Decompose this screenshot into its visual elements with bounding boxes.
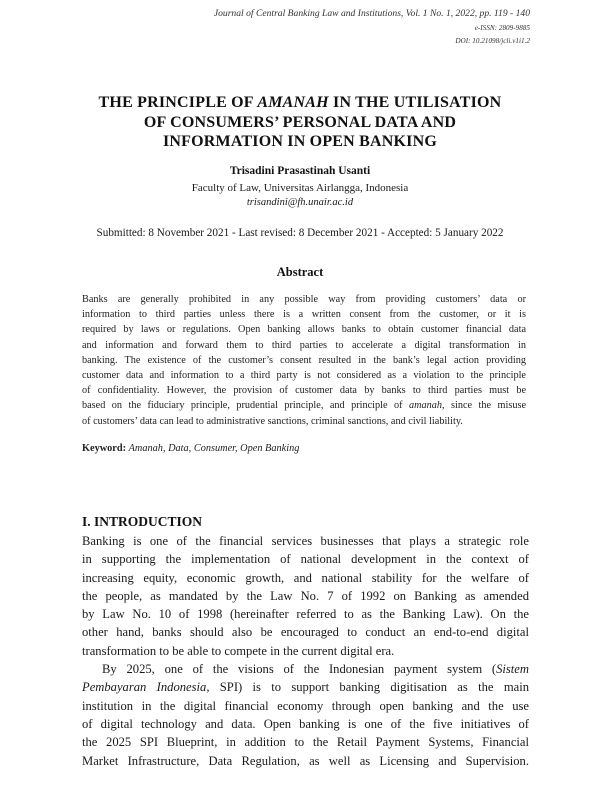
abstract-line: information to third parties unless there is a written consent from the customer, or it is: [82, 309, 526, 321]
body-line: the 2025 SPI Blueprint, in addition to the Retail Payment Systems, Financial: [82, 735, 529, 750]
abstract-heading: Abstract: [276, 265, 324, 279]
body-line: increasing equity, economic growth, and national stability for the welfare of: [82, 570, 529, 585]
body-line: in supporting the implementation of national development in the context of: [82, 552, 529, 567]
title-line-2: OF CONSUMERS’ PERSONAL DATA AND: [143, 113, 457, 131]
abstract-line: and information and forward them to third parties to accelerate a digital transformation in: [82, 339, 526, 351]
title-line-1: THE PRINCIPLE OF AMANAH IN THE UTILISATION: [98, 94, 502, 111]
body-line: Pembayaran Indonesia, SPI) is to support banking digitisation as the main: [82, 680, 529, 695]
introduction-body: [82, 532, 529, 770]
abstract-line: banking. The existence of the customer’s consent resulted in the bank’s legal action providing: [82, 354, 526, 366]
keywords-value: Amanah, Data, Consumer, Open Banking: [128, 443, 300, 454]
abstract-line: required by laws or regulations. Open banking allows banks to obtain customer financial data: [82, 324, 526, 336]
abstract-line: of customers’ data can lead to administrative sanctions, criminal sanctions, and civil liability.: [82, 415, 463, 427]
body-line: By 2025, one of the visions of the Indonesian payment system (Sistem: [102, 662, 529, 677]
body-line: the people, as mandated by the Law No. 7 of 1992 on Banking as amended: [82, 588, 529, 603]
paper-title: [0, 93, 600, 152]
body-line: other hand, banks should also be encouraged to conduct an end-to-end digital: [82, 625, 529, 640]
doi: DOI: 10.21098/jcli.v1i1.2: [455, 37, 530, 45]
journal-citation: Journal of Central Banking Law and Institutions, Vol. 1 No. 1, 2022, pp. 119 - 140: [213, 8, 530, 19]
body-line: of digital technology and data. Open banking is one of the five initiatives of: [82, 716, 529, 731]
author-name: Trisadini Prasastinah Usanti: [229, 165, 371, 177]
section-heading: I. INTRODUCTION: [82, 514, 203, 529]
keywords-label: Keyword:: [82, 443, 127, 454]
body-line: by Law No. 10 of 1998 (hereinafter referred to as the Banking Law). On the: [82, 607, 529, 622]
body-line: Market Infrastructure, Data Regulation, as well as Licensing and Supervision.: [82, 753, 529, 768]
abstract-line: Banks are generally prohibited in any possible way from providing customers’ data or: [82, 294, 526, 305]
author-email: trisandini@fh.unair.ac.id: [246, 197, 354, 208]
abstract-line: of confidentiality. However, the provision of customer data by banks to third parties must be: [82, 385, 526, 397]
abstract-line: customer data and information to a third party is not considered as a violation to the principle: [82, 369, 526, 381]
keywords: [82, 443, 299, 454]
title-line-3: INFORMATION IN OPEN BANKING: [162, 133, 437, 150]
body-line: Banking is one of the financial services businesses that plays a strategic role: [82, 534, 529, 548]
eissn: e-ISSN: 2809-9885: [474, 24, 530, 32]
title-italic-term: AMANAH: [257, 94, 329, 111]
submission-dates: Submitted: 8 November 2021 - Last revised: 8 December 2021 - Accepted: 5 January 2022: [96, 227, 504, 239]
abstract-italic-term: amanah: [408, 400, 443, 412]
abstract-body: [82, 292, 526, 429]
author-affiliation: Faculty of Law, Universitas Airlangga, Indonesia: [191, 182, 409, 194]
body-line: transformation to be able to compete in the current digital era.: [82, 643, 395, 658]
body-line: institution in the digital financial economy through open banking and the use: [82, 698, 529, 713]
abstract-line: based on the fiduciary principle, prudential principle, and principle of amanah, since the misuse: [82, 400, 527, 412]
